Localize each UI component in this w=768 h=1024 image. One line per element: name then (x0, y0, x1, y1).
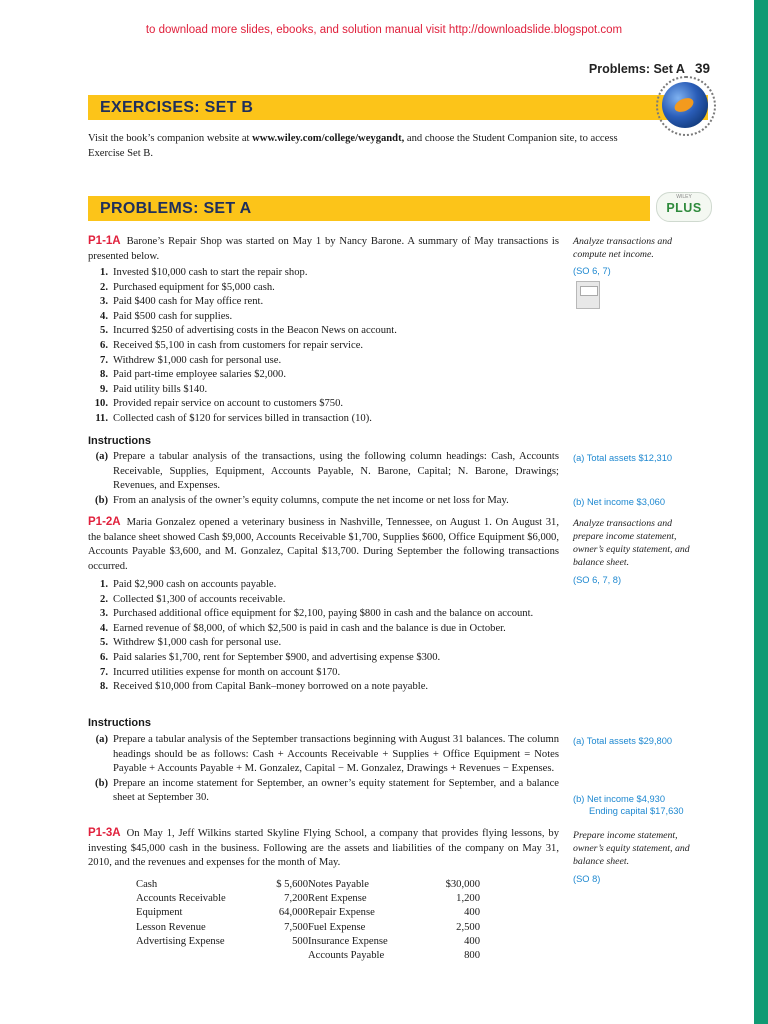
p1-transactions-list (88, 266, 559, 427)
item-number: 6. (100, 339, 108, 351)
p2-study-objectives: (SO 6, 7, 8) (573, 575, 622, 585)
list-item (88, 281, 559, 296)
item-text: Purchased equipment for $5,000 cash. (113, 281, 275, 293)
item-number: 3. (100, 296, 108, 308)
table-cell: Lesson Revenue (136, 921, 206, 933)
item-number: 1. (100, 579, 108, 590)
item-number: 7. (100, 354, 108, 366)
item-text: Received $10,000 from Capital Bank–money borrowed on a note payable. (113, 681, 429, 693)
list-item (88, 368, 559, 383)
list-item (88, 733, 559, 777)
item-text: Received $5,100 in cash from customers for repair service. (113, 339, 364, 351)
problem-p1-3a-intro (88, 826, 559, 871)
item-letter: (b) (95, 494, 108, 506)
list-item (88, 339, 559, 354)
problem-intro-text: On May 1, Jeff Wilkins started Skyline Flying School, a company that provides flying lessons, by investing $45,000 cash in the business. Following are the assets and liabilities of the company on May 31, 2010, and the revenues and expenses for the month of May. (88, 828, 559, 869)
table-cell (258, 949, 308, 963)
list-item (88, 636, 559, 651)
table-cell: Insurance Expense (308, 935, 388, 947)
list-item (88, 354, 559, 369)
item-text: Invested $10,000 cash to start the repair shop. (113, 267, 308, 278)
table-cell: Accounts Receivable (136, 893, 226, 905)
table-cell: Repair Expense (308, 907, 375, 919)
list-item (88, 397, 559, 412)
p1-side-description: Analyze transactions and compute net income. (573, 236, 673, 260)
item-text: Paid $400 cash for May office rent. (113, 296, 264, 308)
table-row (136, 906, 480, 920)
item-text: Withdrew $1,000 cash for personal use. (113, 354, 282, 366)
table-cell: 800 (464, 950, 480, 962)
list-item (88, 295, 559, 310)
item-text: Collected cash of $120 for services billed in transaction (10). (113, 412, 372, 424)
p2-transactions-list (88, 578, 559, 695)
item-text: Withdrew $1,000 cash for personal use. (113, 637, 282, 649)
item-letter: (a) (95, 734, 108, 745)
table-cell: Accounts Payable (308, 950, 385, 962)
list-item (88, 622, 559, 637)
plus-logo-wiley: WILEY (676, 194, 692, 200)
table-cell (136, 949, 258, 963)
p2-answer-b (573, 793, 713, 817)
item-number: 9. (100, 383, 108, 395)
p1-instructions-heading: Instructions (88, 435, 151, 447)
exercises-banner-title: EXERCISES: SET B (100, 99, 254, 116)
p1-study-objectives: (SO 6, 7) (573, 266, 611, 276)
list-item (88, 412, 559, 427)
exercises-intro-prefix: Visit the book’s companion website at (88, 133, 253, 144)
wileyplus-globe-logo (662, 82, 708, 128)
table-cell: Fuel Expense (308, 921, 366, 933)
plus-logo-text: PLUS (666, 201, 702, 215)
table-cell: 1,200 (456, 893, 480, 905)
table-cell: 7,500 (284, 921, 308, 933)
list-item (88, 383, 559, 398)
table-cell: Advertising Expense (136, 935, 225, 947)
item-text: From an analysis of the owner’s equity columns, compute the net income or net loss for May. (113, 494, 509, 506)
item-text: Paid salaries $1,700, rent for September $900, and advertising expense $300. (113, 651, 441, 663)
item-text: Paid $500 cash for supplies. (113, 310, 233, 322)
item-number: 4. (100, 310, 108, 322)
item-number: 4. (100, 622, 108, 634)
item-text: Prepare a tabular analysis of the transactions, using the following column headings: Cash, Accounts Receivable, Supplies, Equipment, Accounts Payable, N. Barone, Capital; N. Barone, Drawings; Revenues, and Expenses. (113, 451, 559, 492)
p2-instructions-heading: Instructions (88, 717, 151, 729)
problem-p1-1a-intro (88, 234, 559, 264)
problem-intro-text: Barone’s Repair Shop was started on May 1 by Nancy Barone. A summary of May transactions is presented below. (88, 236, 559, 262)
item-number: 10. (94, 398, 108, 410)
item-text: Incurred $250 of advertising costs in the Beacon News on account. (113, 325, 397, 337)
p3-study-objectives: (SO 8) (573, 874, 601, 884)
download-notice: to download more slides, ebooks, and solution manual visit http://downloadslide.blogspot.com (145, 24, 623, 36)
problem-id: P1-1A (88, 235, 121, 247)
item-number: 8. (100, 681, 108, 693)
list-item (88, 666, 559, 681)
table-cell: Notes Payable (308, 879, 369, 890)
list-item (88, 324, 559, 339)
list-item (88, 607, 559, 622)
p2-answer-b-line1: (b) Net income $4,930 (573, 794, 665, 804)
companion-website-link[interactable]: www.wiley.com/college/weygandt, (252, 133, 405, 144)
list-item (88, 777, 559, 806)
running-head (589, 61, 710, 76)
table-row (136, 949, 480, 963)
item-text: Purchased additional office equipment for $2,100, paying $800 in cash and the balance on account. (113, 608, 534, 620)
item-number: 8. (100, 369, 108, 381)
item-text: Paid $2,900 cash on accounts payable. (113, 579, 277, 590)
table-cell: Cash (136, 879, 158, 890)
table-row (136, 921, 480, 935)
item-text: Paid part-time employee salaries $2,000. (113, 369, 286, 381)
table-cell: 7,200 (284, 893, 308, 905)
table-row (136, 935, 480, 949)
table-row (136, 878, 480, 892)
item-number: 5. (100, 637, 108, 649)
table-cell: $30,000 (445, 879, 480, 890)
item-number: 5. (100, 325, 108, 337)
table-cell: 500 (292, 935, 308, 947)
exercises-banner (88, 95, 708, 120)
p2-instructions-list (88, 733, 559, 806)
computer-screen (580, 286, 598, 296)
problems-banner (88, 196, 650, 221)
item-text: Earned revenue of $8,000, of which $2,500 is paid in cash and the balance is due in October. (113, 622, 506, 634)
table-cell: Equipment (136, 907, 183, 919)
item-number: 3. (100, 608, 108, 620)
list-item (88, 494, 559, 509)
item-text: Prepare a tabular analysis of the September transactions beginning with August 31 balances. The column headings should be as follows: Cash + Accounts Receivable + Supplies + Office Equipment = Notes Payable + Accounts Payable + M. Gonzalez, Capital − M. Gonzalez, Drawings + Revenues − Expenses. (113, 734, 559, 775)
item-number: 1. (100, 267, 108, 278)
list-item (88, 680, 559, 695)
p2-answer-a: (a) Total assets $29,800 (573, 736, 673, 746)
item-letter: (b) (95, 777, 108, 789)
item-number: 7. (100, 666, 108, 678)
table-cell: $ 5,600 (276, 879, 308, 890)
list-item (88, 578, 559, 593)
problem-id: P1-3A (88, 827, 121, 839)
problems-banner-title: PROBLEMS: SET A (100, 200, 252, 217)
list-item (88, 450, 559, 494)
table-cell: 2,500 (456, 921, 480, 933)
item-number: 2. (100, 593, 108, 605)
p2-side-description: Analyze transactions and prepare income statement, owner’s equity statement, and balance sheet. (573, 518, 690, 568)
item-number: 11. (95, 412, 108, 424)
item-text: Collected $1,300 of accounts receivable. (113, 593, 286, 605)
p2-answer-b-line2: Ending capital $17,630 (589, 806, 684, 816)
table-cell: 400 (464, 935, 480, 947)
list-item (88, 651, 559, 666)
p3-side-description: Prepare income statement, owner’s equity statement, and balance sheet. (573, 830, 690, 867)
item-number: 6. (100, 651, 108, 663)
problem-id: P1-2A (88, 516, 121, 528)
exercises-intro (88, 132, 648, 161)
item-number: 2. (100, 281, 108, 293)
running-head-section: Problems: Set A (588, 62, 685, 76)
table-cell: 400 (464, 907, 480, 919)
p1-instructions-list (88, 450, 559, 508)
p1-answer-a: (a) Total assets $12,310 (573, 453, 673, 463)
page-number: 39 (694, 61, 710, 76)
accounts-table (136, 878, 480, 963)
wileyplus-plus-logo (656, 192, 712, 222)
page-edge-bar (754, 0, 768, 1024)
p1-answer-b: (b) Net income $3,060 (573, 497, 665, 507)
item-text: Paid utility bills $140. (113, 383, 208, 395)
computer-icon (576, 281, 600, 309)
item-text: Incurred utilities expense for month on account $170. (113, 666, 341, 678)
list-item (88, 310, 559, 325)
problem-p1-2a-intro (88, 515, 559, 574)
item-text: Prepare an income statement for September, an owner’s equity statement for September, and a balance sheet at September 30. (113, 777, 559, 804)
list-item (88, 266, 559, 281)
exercises-intro-suffix: and choose the Student Companion site, to access Exercise Set B. (88, 133, 618, 159)
table-row (136, 892, 480, 906)
table-cell: Rent Expense (308, 893, 367, 905)
list-item (88, 593, 559, 608)
item-text: Provided repair service on account to customers $750. (113, 398, 344, 410)
table-cell: 64,000 (278, 907, 308, 919)
item-letter: (a) (95, 451, 108, 462)
problem-intro-text: Maria Gonzalez opened a veterinary business in Nashville, Tennessee, on August 1. On August 31, the balance sheet showed Cash $9,000, Accounts Receivable $1,700, Supplies $600, Office Equipment $6,000, Accounts Payable $3,600, and M. Gonzalez, Capital $13,700. During September the following transactions occurred. (88, 517, 559, 572)
